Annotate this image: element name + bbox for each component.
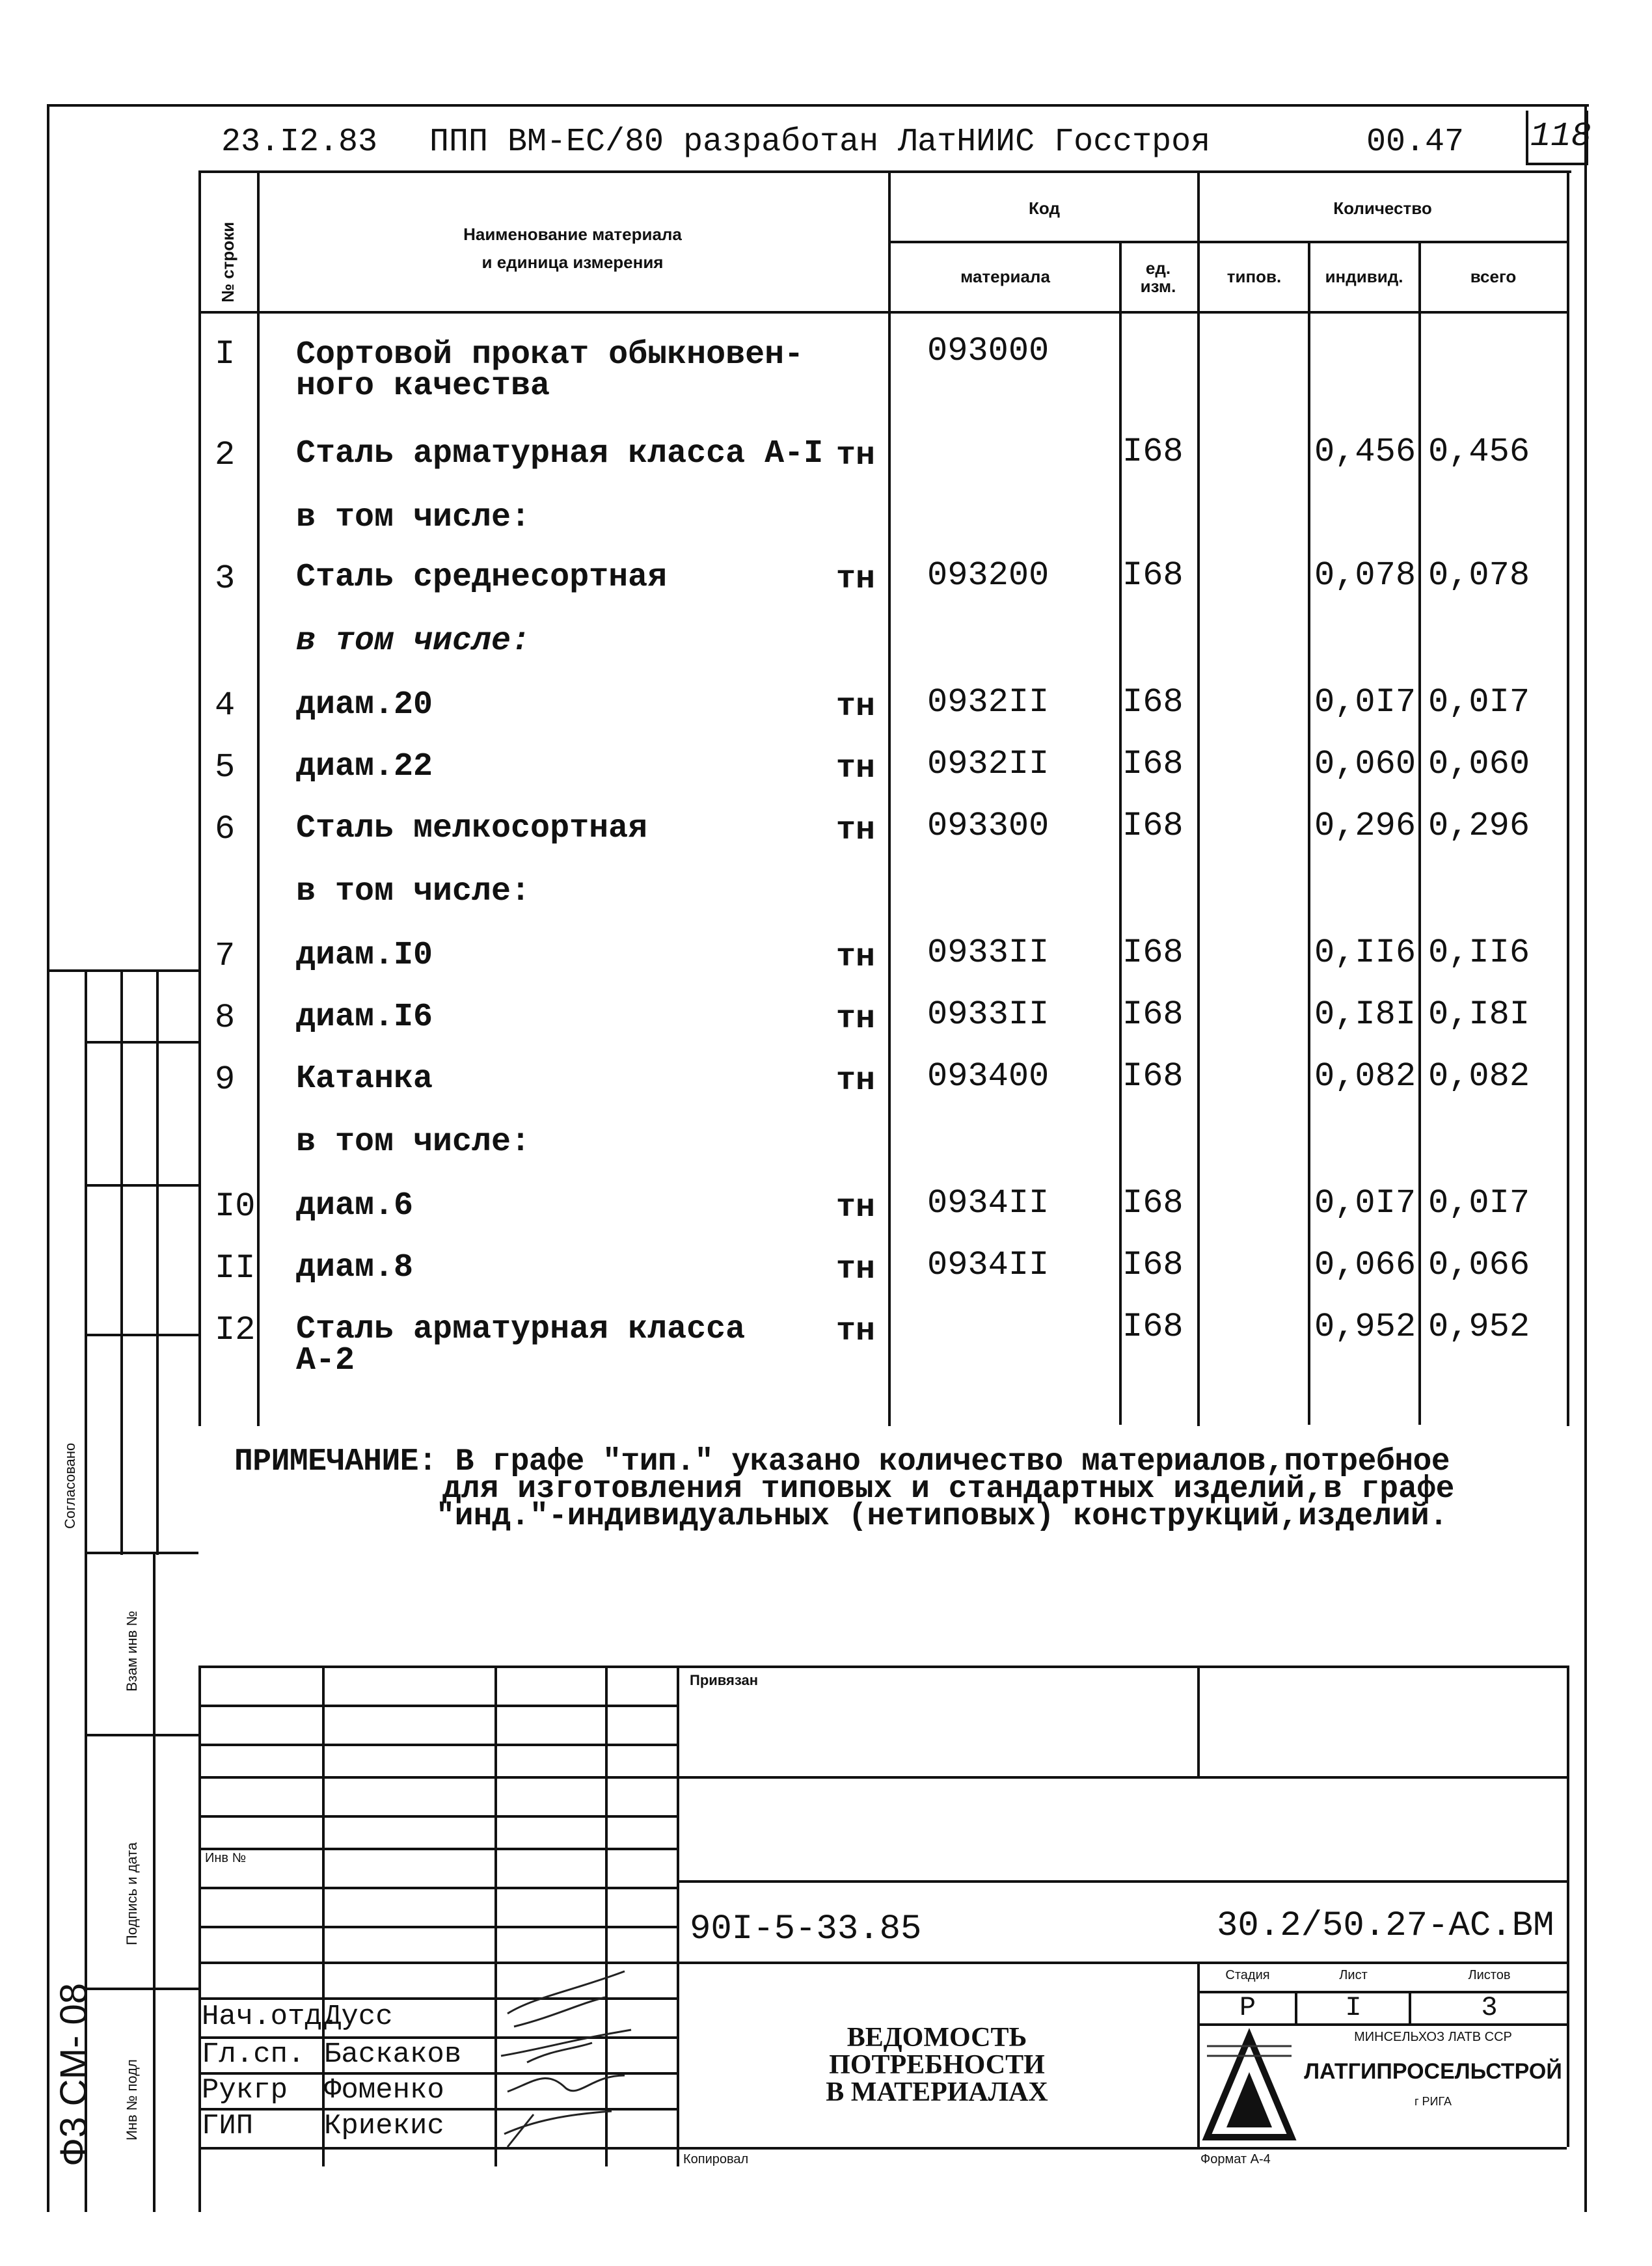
table-row: в том числе:	[296, 1124, 531, 1161]
bound-to-label: Привязан	[690, 1672, 759, 1688]
col-individual-header: индивид.	[1325, 267, 1403, 286]
stage-label: Стадия	[1225, 1968, 1270, 1982]
org-name: ЛАТГИПРОСЕЛЬСТРОЙ	[1304, 2059, 1562, 2084]
col-total-header: всего	[1470, 267, 1517, 286]
staff-name: Фоменко	[324, 2074, 444, 2107]
org-city: г РИГА	[1414, 2095, 1452, 2108]
sheets-label: Листов	[1468, 1968, 1511, 1982]
note-line-3: "инд."-индивидуальных (нетиповых) конструкций,изделий.	[436, 1499, 1448, 1534]
side-replace-inv: Взам инв №	[124, 1610, 140, 1692]
col-name-header-2: и единица измерения	[481, 252, 664, 272]
doc-title-line-1: ВЕДОМОСТЬ	[846, 2023, 1027, 2053]
staff-role: ГИП	[202, 2110, 254, 2142]
stage-value: Р	[1239, 1992, 1256, 2023]
staff-role: Рукгр	[202, 2074, 288, 2107]
staff-name: Баскаков	[324, 2038, 462, 2071]
doc-title-line-3: В МАТЕРИАЛАХ	[826, 2077, 1048, 2107]
table-row: в том числе:	[296, 499, 531, 536]
inv-number-label: Инв №	[205, 1851, 247, 1865]
signature-scribbles	[494, 1952, 677, 2160]
col-unit-header: ед. изм.	[1140, 258, 1176, 296]
side-agreed: Согласовано	[62, 1442, 78, 1529]
org-ministry: МИНСЕЛЬХОЗ ЛАТВ ССР	[1354, 2030, 1512, 2044]
col-qty-header: Количество	[1333, 198, 1432, 218]
header-code: 00.47	[1366, 124, 1465, 161]
col-code-header: Код	[1029, 198, 1060, 218]
sheets-value: 3	[1481, 1992, 1498, 2023]
col-name-header-1: Наименование материала	[463, 224, 682, 244]
note-line-1: ПРИМЕЧАНИЕ: В графе "тип." указано количество материалов,потребное	[234, 1444, 1450, 1479]
sheet-code: 30.2/50.27-АС.ВМ	[1217, 1906, 1554, 1946]
table-top-line	[198, 170, 1571, 173]
document-number: 90I-5-33.85	[690, 1909, 922, 1949]
col-no-header: № строки	[218, 221, 237, 303]
staff-name: Криекис	[324, 2110, 444, 2142]
header-date: 23.I2.83	[221, 124, 378, 161]
page-number: 118	[1530, 117, 1591, 155]
side-inv-orig: Инв № подл	[124, 2059, 140, 2140]
staff-role: Нач.отд.	[202, 2001, 340, 2033]
side-signature-date: Подпись и дата	[124, 1842, 140, 1945]
sheet-value: I	[1345, 1992, 1362, 2023]
organization-logo	[1200, 2027, 1298, 2144]
copied-label: Копировал	[683, 2152, 749, 2166]
side-form-stamp: Ф3 СМ- 08	[53, 1983, 95, 2166]
col-material-header: материала	[960, 267, 1050, 286]
doc-title-line-2: ПОТРЕБНОСТИ	[829, 2050, 1045, 2080]
sheet-label: Лист	[1339, 1968, 1368, 1982]
header-project: ППП ВМ-ЕС/80 разработан ЛатНИИС Госстроя	[429, 124, 1211, 161]
table-row: в том числе:	[296, 623, 531, 660]
staff-role: Гл.сп.	[202, 2038, 305, 2071]
staff-name: Дусс	[324, 2001, 393, 2033]
note-line-2: для изготовления типовых и стандартных изделий,в графе	[442, 1472, 1455, 1507]
format-label: Формат А-4	[1200, 2152, 1271, 2166]
table-row: в том числе:	[296, 873, 531, 910]
col-typical-header: типов.	[1226, 267, 1282, 286]
